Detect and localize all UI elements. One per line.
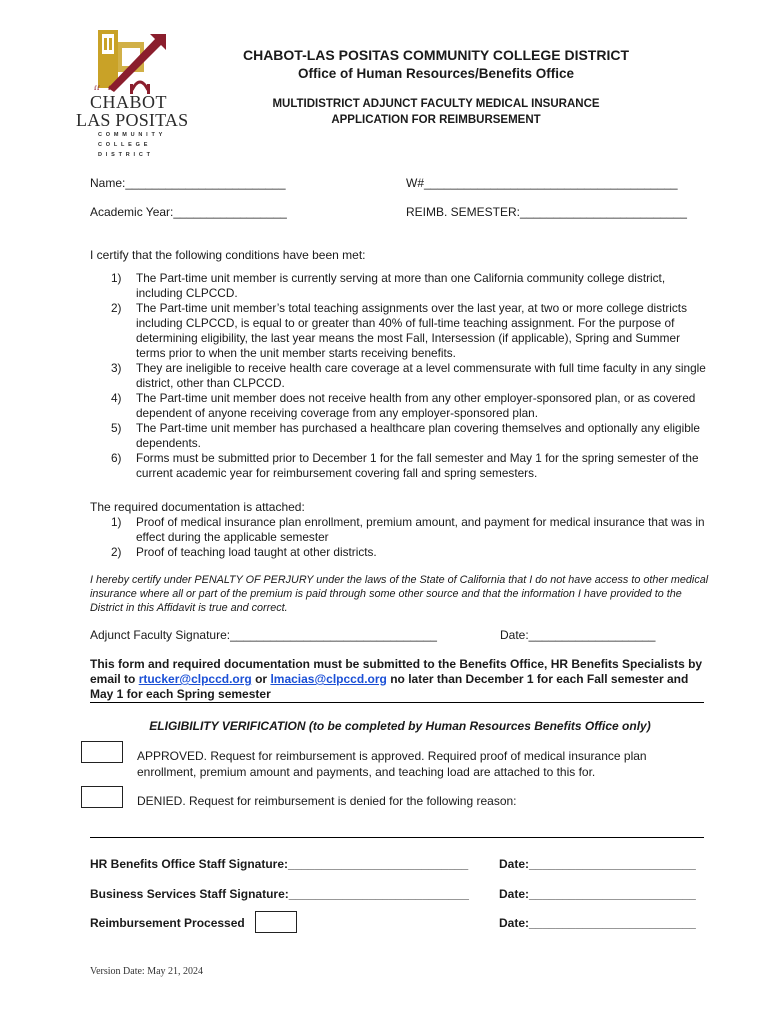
- district-title: CHABOT-LAS POSITAS COMMUNITY COLLEGE DISTRICT: [242, 47, 630, 63]
- email-link-lmacias[interactable]: lmacias@clpccd.org: [270, 672, 387, 686]
- office-subtitle: Office of Human Resources/Benefits Office: [297, 66, 575, 81]
- condition-number: 6): [111, 451, 122, 465]
- eligibility-heading: ELIGIBILITY VERIFICATION (to be completed by Human Resources Benefits Office only): [149, 719, 651, 733]
- condition-number: 1): [111, 271, 122, 285]
- condition-number: 5): [111, 421, 122, 435]
- reimbursement-processed-label: Reimbursement Processed: [90, 916, 245, 930]
- condition-text: The Part-time unit member is currently serving at more than one California community college district, including CLPCCD.: [136, 271, 666, 300]
- denied-text: DENIED. Request for reimbursement is denied for the following reason:: [137, 794, 517, 808]
- hr-signature-field[interactable]: HR Benefits Office Staff Signature:___________________________: [90, 857, 469, 871]
- condition-number: 4): [111, 391, 122, 405]
- condition-item: [90, 301, 710, 361]
- condition-item: [90, 421, 710, 451]
- logo-text-chabot: CHABOT: [90, 92, 168, 112]
- reimb-semester-field[interactable]: REIMB. SEMESTER:_________________________: [406, 205, 687, 219]
- conditions-intro: I certify that the following conditions have been met:: [90, 248, 366, 262]
- documentation-text: Proof of medical insurance plan enrollment, premium amount, and payment for medical insurance that was in effect during the applicable semester: [136, 515, 705, 544]
- submission-text-part1: This form and required documentation must be submitted to the Benefits Office, HR Benefits Specialists by email to: [90, 657, 703, 686]
- svg-text:ɾɾ: ɾɾ: [108, 82, 114, 92]
- conditions-list: [90, 271, 710, 481]
- condition-text: Forms must be submitted prior to December 1 for the fall semester and May 1 for the spring semester of the current academic year for reimbursement covering fall and spring semesters.: [136, 451, 699, 480]
- logo-text-community: COMMUNITY: [98, 132, 167, 138]
- condition-text: The Part-time unit member does not receive health from any other employer-sponsored plan, or as covered dependent of anyone receiving coverage from any employer-sponsored plan.: [136, 391, 696, 420]
- divider: [90, 702, 704, 703]
- logo-text-las-positas: LAS POSITAS: [76, 110, 189, 130]
- business-services-date-field[interactable]: Date:_________________________: [499, 887, 696, 901]
- condition-item: [90, 391, 710, 421]
- hr-date-field[interactable]: Date:_________________________: [499, 857, 696, 871]
- perjury-statement: I hereby certify under PENALTY OF PERJURY under the laws of the State of California that I do not have access to other medical insurance where all or part of the premium is paid through some other source and that the information I have provided to the District in this Affidavit is true and correct.: [90, 574, 709, 614]
- approved-text: APPROVED. Request for reimbursement is approved. Required proof of medical insurance plan enrollment, premium amount and payments, and teaching load are attached to this for.: [137, 749, 647, 779]
- submission-or: or: [251, 672, 271, 686]
- logo-text-district: DISTRICT: [98, 152, 154, 158]
- email-link-rtucker[interactable]: rtucker@clpccd.org: [138, 672, 252, 686]
- form-title-line1: MULTIDISTRICT ADJUNCT FACULTY MEDICAL INSURANCE: [272, 98, 600, 110]
- documentation-list: [90, 515, 710, 560]
- condition-item: [90, 451, 710, 481]
- documentation-number: 1): [111, 515, 122, 529]
- submission-notice: [90, 657, 710, 702]
- reimbursement-date-field[interactable]: Date:_________________________: [499, 916, 696, 930]
- documentation-item: [90, 515, 710, 545]
- name-field[interactable]: Name:________________________: [90, 176, 286, 190]
- documentation-item: [90, 545, 710, 560]
- condition-text: They are ineligible to receive health care coverage at a level commensurate with full time faculty in any single district, other than CLPCCD.: [136, 361, 706, 390]
- version-date: Version Date: May 21, 2024: [90, 966, 204, 977]
- form-title-line2: APPLICATION FOR REIMBURSEMENT: [331, 114, 541, 126]
- academic-year-field[interactable]: Academic Year:_________________: [90, 205, 287, 219]
- reimbursement-processed-checkbox[interactable]: [255, 911, 297, 933]
- condition-number: 2): [111, 301, 122, 315]
- condition-text: The Part-time unit member’s total teaching assignments over the last year, at two or more college districts including CLPCCD, is equal to or greater than 40% of full-time teaching assignment. For the purpose of determining eligibility, the last year means the most Fall, Intersession (if applicable), Spring and Summer terms prior to when the unit member starts receiving benefits.: [136, 301, 687, 360]
- condition-text: The Part-time unit member has purchased a healthcare plan covering themselves and optionally any eligible dependents.: [136, 421, 700, 450]
- denied-checkbox[interactable]: [81, 786, 123, 808]
- logo-text-college: COLLEGE: [98, 142, 152, 148]
- documentation-intro: The required documentation is attached:: [90, 500, 305, 514]
- submission-text-part2: no later than December 1 for each Fall semester and May 1 for each Spring semester: [90, 672, 689, 701]
- condition-item: [90, 361, 710, 391]
- documentation-text: Proof of teaching load taught at other districts.: [136, 545, 377, 559]
- business-services-signature-field[interactable]: Business Services Staff Signature:___________________________: [90, 887, 469, 901]
- adjunct-date-field[interactable]: Date:___________________: [500, 628, 656, 642]
- documentation-number: 2): [111, 545, 122, 559]
- w-number-field[interactable]: W#______________________________________: [406, 176, 678, 190]
- adjunct-signature-field[interactable]: Adjunct Faculty Signature:_______________________________: [90, 628, 437, 642]
- approved-checkbox[interactable]: [81, 741, 123, 763]
- divider: [90, 837, 704, 838]
- condition-number: 3): [111, 361, 122, 375]
- condition-item: [90, 271, 710, 301]
- svg-text:ɾɾ: ɾɾ: [94, 82, 100, 92]
